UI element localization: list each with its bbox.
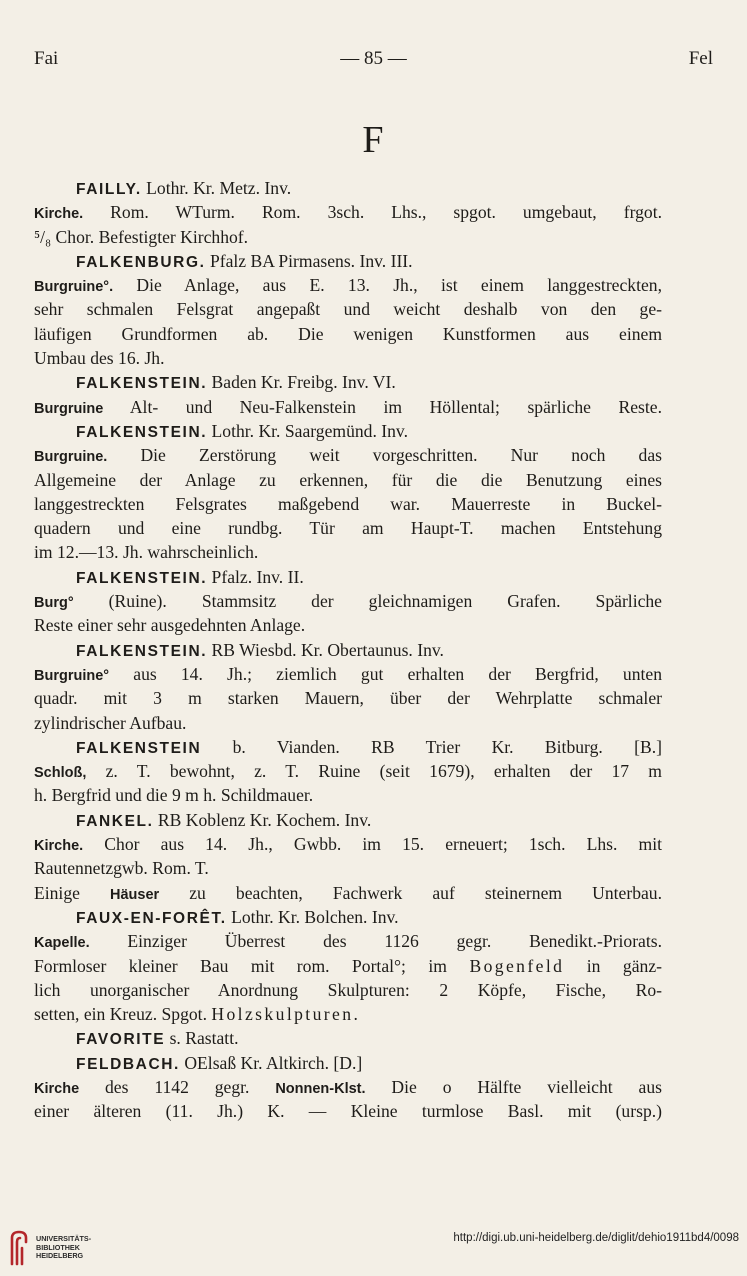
text-run: Die Anlage, aus E. 13. Jh., ist einem langgestreckten, <box>113 275 662 296</box>
text-run: sehr schmalen Felsgrat angepaßt und weicht deshalb von den ge- <box>34 299 662 320</box>
text-run: (Ruine). Stammsitz der gleichnamigen Grafen. Spärliche <box>73 591 662 612</box>
headword: FALKENSTEIN. <box>76 375 208 393</box>
text-line <box>34 322 662 346</box>
text-run: quadr. mit 3 m starken Mauern, über der Wehrplatte schmaler <box>34 688 662 709</box>
text-line <box>34 686 662 710</box>
text-line <box>34 1075 662 1099</box>
text-line <box>34 468 662 492</box>
text-line <box>34 200 662 224</box>
logo-line: HEIDELBERG <box>36 1251 84 1261</box>
text-line <box>34 1002 662 1026</box>
logo-line: UNIVERSITÄTS- <box>36 1234 92 1243</box>
text-run: s. Rastatt. <box>165 1028 239 1049</box>
text-line <box>34 297 662 321</box>
headword: FAVORITE <box>76 1031 166 1049</box>
text-line <box>34 613 662 637</box>
text-run: ⁵/₈ Chor. Befestigter Kirchhof. <box>34 226 249 247</box>
text-run: Einige <box>34 882 110 903</box>
text-line <box>34 565 662 589</box>
text-line <box>34 711 662 735</box>
text-line <box>34 808 662 832</box>
entry-label: Burgruine <box>34 400 104 417</box>
text-run: b. Vianden. RB Trier Kr. Bitburg. [B.] <box>201 736 662 757</box>
section-letter: F <box>362 119 385 161</box>
headword: FALKENSTEIN <box>76 739 202 757</box>
headword: FALKENSTEIN. <box>76 642 208 660</box>
headword: FALKENSTEIN. <box>76 423 208 441</box>
text-line <box>34 978 662 1002</box>
text-run: im 12.—13. Jh. wahrscheinlich. <box>34 542 259 563</box>
entry-label: Schloß, <box>34 765 87 782</box>
text-run: Lothr. Kr. Metz. Inv. <box>141 178 292 198</box>
text-line <box>34 249 662 273</box>
headword: FELDBACH. <box>76 1055 180 1073</box>
text-line <box>34 492 662 516</box>
entry-text <box>34 176 662 1124</box>
logo-line: BIBLIOTHEK <box>36 1242 80 1252</box>
entry-label: Burg° <box>34 595 74 612</box>
text-run: Lothr. Kr. Saargemünd. Inv. <box>207 420 408 441</box>
library-logo-text <box>36 1235 91 1261</box>
text-run: langgestreckten Felsgrates maßgebend war. Mauerreste in Buckel- <box>34 493 662 514</box>
text-line <box>34 735 662 759</box>
text-line <box>34 1051 662 1075</box>
running-header <box>34 48 713 78</box>
text-run: Einziger Überrest des 1126 gegr. Benedikt.-Priorats. <box>89 931 662 952</box>
text-run: RB Wiesbd. Kr. Obertaunus. Inv. <box>207 639 444 660</box>
text-line <box>34 954 662 978</box>
text-run: Baden Kr. Freibg. Inv. VI. <box>207 372 396 393</box>
text-line <box>34 881 662 905</box>
text-run: h. Bergfrid und die 9 m h. Schildmauer. <box>34 785 314 806</box>
text-run: Formloser kleiner Bau mit rom. Portal°; im <box>34 955 470 976</box>
text-line <box>34 443 662 467</box>
header-left: Fai <box>34 48 59 69</box>
text-line <box>34 370 662 394</box>
headword: FALKENBURG. <box>76 253 206 271</box>
text-run: setten, ein Kreuz. Spgot. <box>34 1004 212 1025</box>
text-run: lich unorganischer Anordnung Skulpturen: 2 Köpfe, Fische, Ro- <box>34 979 662 1000</box>
headword: FAILLY. <box>76 181 142 198</box>
entry-label: Kirche. <box>34 838 84 855</box>
headword: FALKENSTEIN. <box>76 569 208 587</box>
text-line <box>34 225 662 249</box>
text-line <box>34 346 662 370</box>
text-run: z. T. bewohnt, z. T. Ruine (seit 1679), erhalten der 17 m <box>86 761 662 782</box>
library-footer <box>8 1228 739 1268</box>
text-run: Pfalz BA Pirmasens. Inv. III. <box>205 250 413 271</box>
text-line <box>34 516 662 540</box>
text-run: Die o Hälfte vielleicht aus <box>365 1076 662 1097</box>
text-line <box>34 1026 662 1050</box>
entry-label: Nonnen-Klst. <box>275 1080 366 1097</box>
headword: FANKEL. <box>76 812 154 830</box>
text-run: Reste einer sehr ausgedehnten Anlage. <box>34 615 306 636</box>
text-run: zu beachten, Fachwerk auf steinernem Unterbau. <box>159 882 662 903</box>
text-line <box>34 589 662 613</box>
text-run: des 1142 gegr. <box>79 1076 276 1097</box>
text-run: Allgemeine der Anlage zu erkennen, für die die Benutzung eines <box>34 469 662 490</box>
text-line <box>34 419 662 443</box>
text-run: aus 14. Jh.; ziemlich gut erhalten der Bergfrid, unten <box>109 663 662 684</box>
text-line <box>34 832 662 856</box>
text-run: OElsaß Kr. Altkirch. [D.] <box>179 1052 363 1073</box>
entry-label: Burgruine°. <box>34 279 114 296</box>
entry-label: Kirche <box>34 1080 80 1097</box>
page-number: — 85 — <box>340 48 407 69</box>
entry-label: Burgruine. <box>34 449 108 466</box>
text-line <box>34 540 662 564</box>
text-run: in gänz- <box>564 955 662 976</box>
text-run: Die Zerstörung weit vorgeschritten. Nur noch das <box>107 445 662 466</box>
text-line <box>34 759 662 783</box>
text-line <box>34 395 662 419</box>
text-run: RB Koblenz Kr. Kochem. Inv. <box>153 809 372 830</box>
text-run: Lothr. Kr. Bolchen. Inv. <box>226 906 399 927</box>
entry-label: Kapelle. <box>34 935 90 952</box>
text-line <box>34 638 662 662</box>
header-right: Fel <box>688 48 713 69</box>
entry-label: Häuser <box>110 886 160 903</box>
library-logo-icon <box>8 1228 30 1266</box>
text-line <box>34 662 662 686</box>
text-line <box>34 783 662 807</box>
text-line <box>34 929 662 953</box>
spaced-term: Holzskulpturen. <box>211 1004 361 1025</box>
text-run: Chor aus 14. Jh., Gwbb. im 15. erneuert; 1sch. Lhs. mit <box>83 834 662 855</box>
text-run: Alt- und Neu-Falkenstein im Höllental; spärliche Reste. <box>103 396 662 417</box>
text-line <box>34 273 662 297</box>
text-run: Umbau des 16. Jh. <box>34 348 165 369</box>
text-line <box>34 176 662 200</box>
entry-label: Burgruine° <box>34 667 110 684</box>
entry-label: Kirche. <box>34 206 84 223</box>
text-run: einer älteren (11. Jh.) K. — Kleine turmlose Basl. mit (ursp.) <box>34 1101 662 1122</box>
spaced-term: Bogenfeld <box>469 955 565 976</box>
text-line <box>34 856 662 880</box>
text-line <box>34 905 662 929</box>
text-run: Pfalz. Inv. II. <box>207 566 304 587</box>
text-run: zylindrischer Aufbau. <box>34 712 187 733</box>
text-run: quadern und eine rundbg. Tür am Haupt-T. machen Entstehung <box>34 518 662 539</box>
text-run: Rautennetzgwb. Rom. T. <box>34 858 209 879</box>
text-run: Rom. WTurm. Rom. 3sch. Lhs., spgot. umgebaut, frgot. <box>83 202 662 223</box>
text-line <box>34 1099 662 1123</box>
text-run: läufigen Grundformen ab. Die wenigen Kunstformen aus einem <box>34 323 662 344</box>
headword: FAUX-EN-FORÊT. <box>76 909 227 927</box>
source-url-link[interactable]: http://digi.ub.uni-heidelberg.de/diglit/dehio1911bd4/0098 <box>453 1232 739 1244</box>
